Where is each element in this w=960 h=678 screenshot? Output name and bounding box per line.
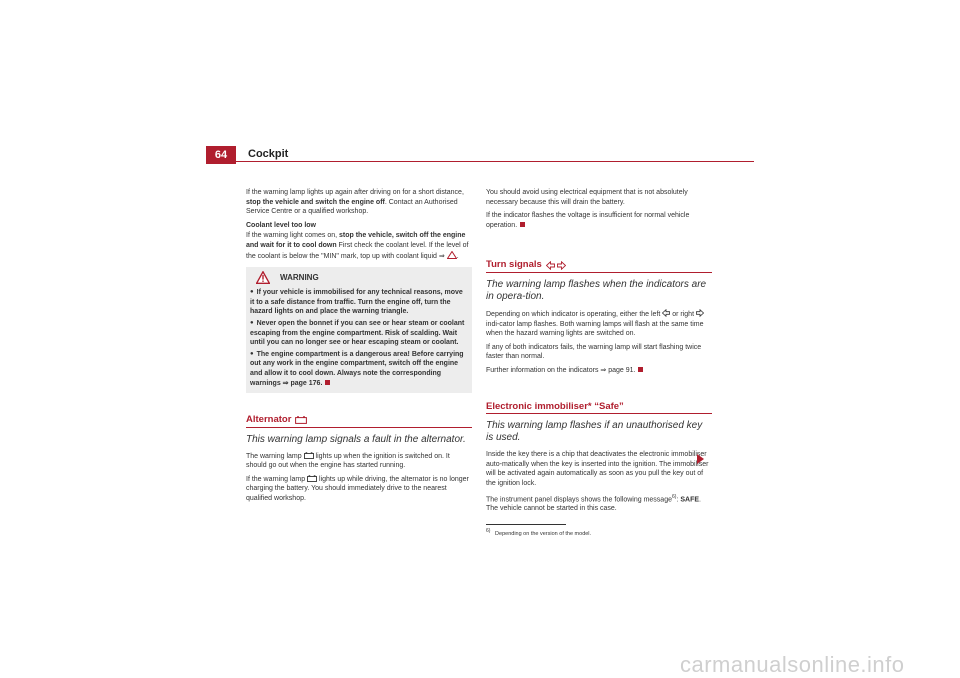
text: First check the coolant level. If the level of the coolant is below the "MIN" mark, top up with coolant liquid ⇒ [246, 241, 469, 260]
paragraph-turn-1 [486, 309, 712, 339]
section-title-turn-signals [486, 260, 712, 273]
text: Depending on which indicator is operating, either the left [486, 310, 663, 318]
end-marker [638, 367, 643, 372]
page-title: Cockpit [248, 148, 289, 160]
text: . The vehicle cannot be started in this case. [486, 495, 701, 513]
footnote-text: Depending on the version of the model. [495, 530, 592, 537]
section-title-immobiliser [486, 402, 712, 415]
text: : [676, 495, 681, 503]
paragraph-alternator-2 [246, 475, 472, 504]
paragraph-alternator-1 [246, 452, 472, 471]
warning-item: ● If your vehicle is immobilised for any technical reasons, move it to a safe distance from traffic. Turn the engine off, turn the hazard lights on and place the warning triangle. [250, 288, 468, 317]
arrow-left-icon [546, 261, 555, 270]
warning-title: WARNING [280, 272, 319, 282]
text: indi-cator lamp flashes. Both warning lamps will flash at the same time when the hazard warning lights are switched on. [486, 320, 704, 338]
section-subtitle: This warning lamp flashes if an unauthorised key is used. [486, 420, 703, 444]
text: . [456, 252, 459, 260]
warning-triangle-icon [256, 271, 270, 284]
left-column [246, 188, 472, 508]
text: lights up when the ignition is switched on. It should go out when the engine has started running. [246, 452, 450, 470]
battery-icon [304, 452, 314, 459]
paragraph-turn-3 [486, 366, 712, 376]
header-rule [206, 161, 754, 162]
paragraph-drive-on [246, 188, 472, 217]
text: lights up while driving, the alternator is no longer charging the battery. You should immediately drive to the nearest qualified workshop. [246, 475, 469, 503]
text: Further information on the indicators ⇒ page 91. [486, 366, 636, 374]
next-page-arrow-icon [697, 454, 704, 464]
text: The warning lamp [246, 452, 304, 460]
arrow-right-icon [557, 261, 566, 270]
warning-triangle-icon [447, 251, 457, 259]
text-bold: stop the vehicle and switch the engine off [246, 198, 385, 206]
warning-header [250, 271, 468, 284]
section-title-text: Electronic immobiliser* “Safe” [486, 400, 624, 412]
text: If the warning lamp lights up again after driving on for a short distance, [246, 189, 464, 196]
footnote-marker: 6) [486, 528, 491, 535]
text: . Contact an Authorised Service Centre or a qualified workshop. [246, 198, 458, 216]
warning-item: ● Never open the bonnet if you can see or hear steam or coolant escaping from the engine compartment. Risk of scalding. Wait until you can no longer see or hear escaping steam or coolant. [250, 319, 468, 348]
text-bold: stop the vehicle, switch off the engine and wait for it to cool down [246, 232, 466, 249]
end-marker [520, 222, 525, 227]
paragraph-battery: You should avoid using electrical equipment that is not absolutely necessary because this will drain the battery. [486, 189, 688, 206]
section-title-alternator [246, 415, 472, 428]
paragraph-immob-1: Inside the key there is a chip that deactivates the electronic immobiliser auto-matically when the key is inserted into the ignition. The immobiliser will be activated again automatically as soon as you pull the key out of the ignition lock. [486, 451, 709, 487]
warning-item [250, 350, 468, 388]
text: The instrument panel displays shows the following message [486, 495, 672, 503]
text: If the warning light comes on, [246, 232, 339, 240]
paragraph-turn-2: If any of both indicators fails, the warning lamp will start flashing twice faster than normal. [486, 343, 702, 361]
battery-icon [295, 416, 307, 424]
right-column [486, 188, 712, 538]
paragraph-voltage [486, 211, 712, 230]
warning-item-text: The engine compartment is a dangerous area! Before carrying out any work in the engine compartment, switch off the engine and allow it to cool down. Always note the corresponding warnings ⇒ page 176. [250, 350, 464, 387]
safe-message: SAFE [680, 495, 700, 503]
paragraph-immob-2 [486, 493, 712, 515]
coolant-heading: Coolant level too low [246, 221, 317, 229]
footnote [486, 528, 712, 538]
section-subtitle: The warning lamp flashes when the indicators are in opera-tion. [486, 278, 707, 302]
text: or right [670, 310, 696, 318]
arrow-right-icon [696, 309, 704, 317]
watermark: carmanualsonline.info [680, 652, 905, 677]
section-title-text: Alternator [246, 414, 292, 426]
warning-box [246, 267, 472, 393]
end-marker [325, 380, 330, 385]
page-number: 64 [206, 146, 236, 164]
paragraph-coolant [246, 231, 472, 261]
section-title-text: Turn signals [486, 259, 542, 271]
section-subtitle: This warning lamp signals a fault in the alternator. [246, 433, 466, 445]
footnote-rule [486, 524, 566, 525]
footnote-ref: 6) [672, 493, 677, 500]
battery-icon [307, 475, 317, 482]
text: If the indicator flashes the voltage is insufficient for normal vehicle operation. [486, 212, 690, 229]
text: If the warning lamp [246, 475, 308, 483]
